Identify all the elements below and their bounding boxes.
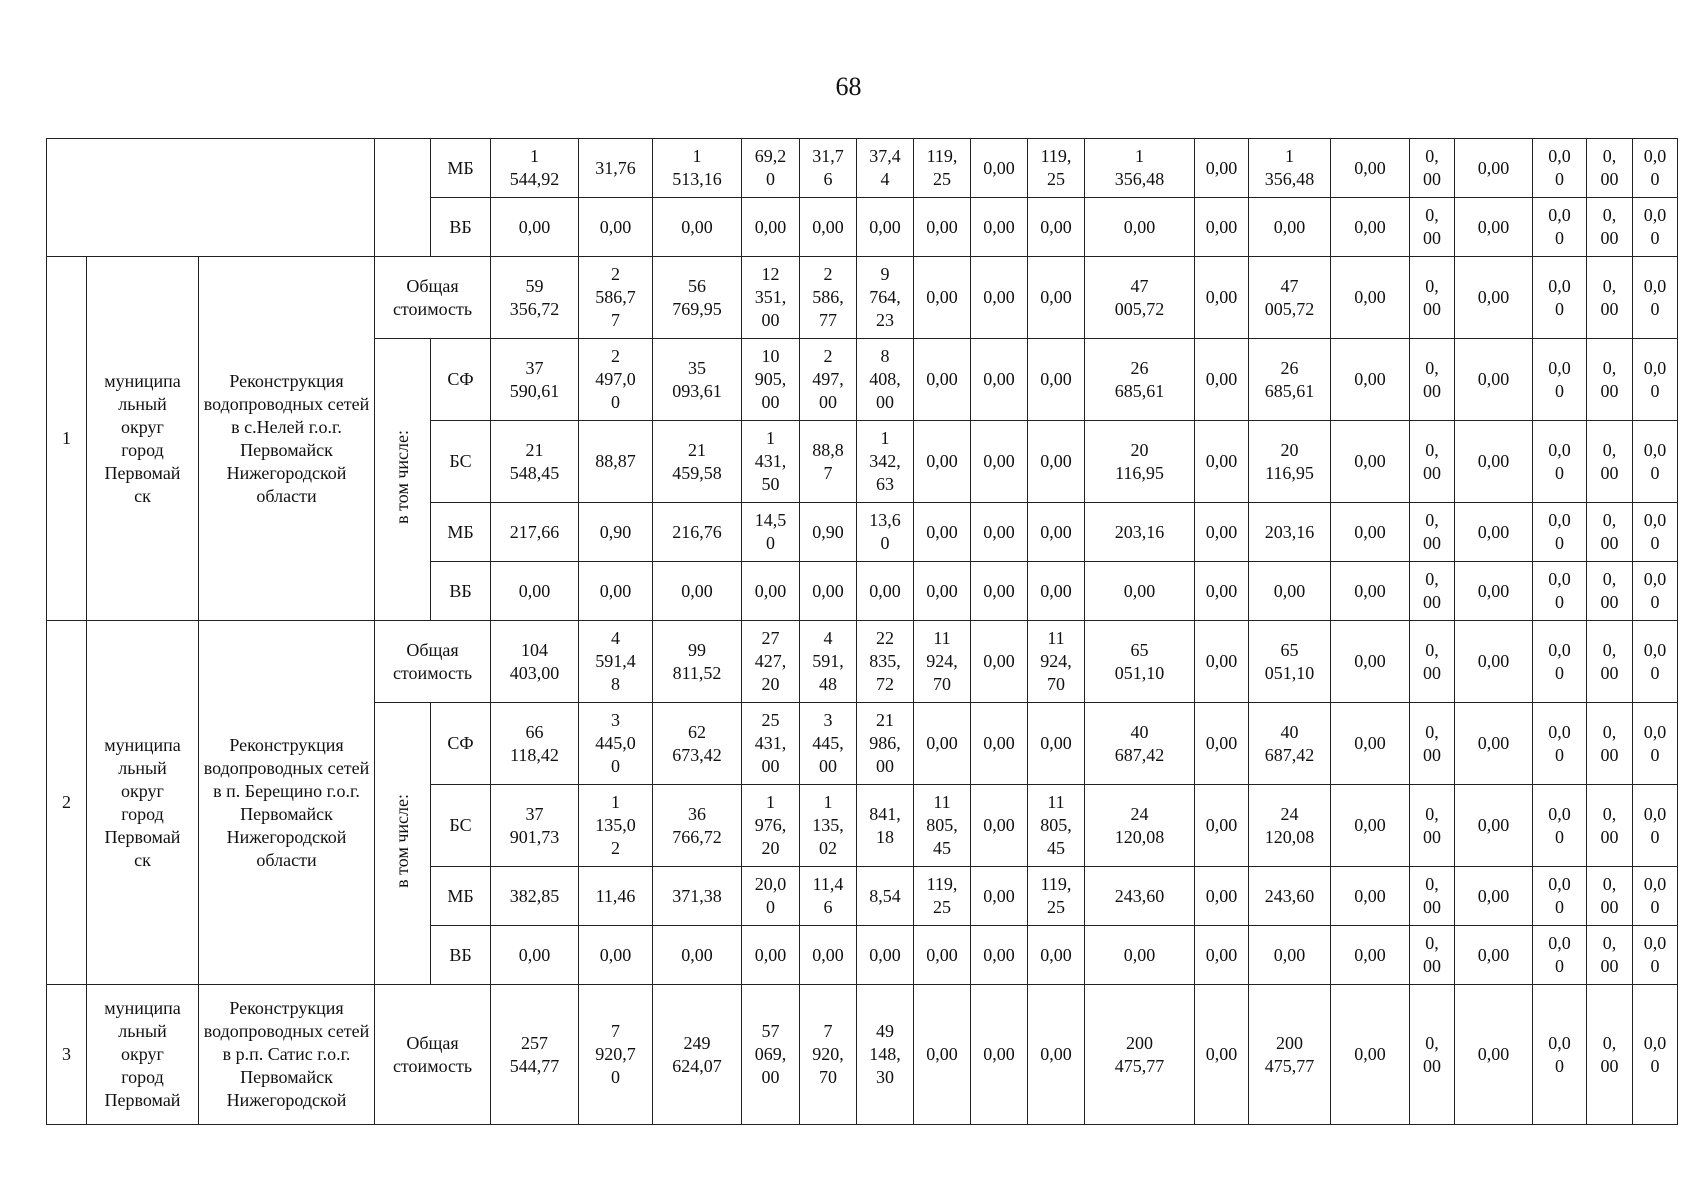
value-cell: 0,00 <box>1195 339 1249 421</box>
value-cell: 0,00 <box>1195 867 1249 926</box>
value-cell: 24 120,08 <box>1085 785 1195 867</box>
project-description: Реконструкция водопроводных сетей в п. Берещино г.о.г. Первомайск Нижегородской области <box>199 621 375 985</box>
value-cell: 0,00 <box>1195 621 1249 703</box>
value-cell: 7 920, 70 <box>800 985 857 1125</box>
value-cell: 249 624,07 <box>653 985 742 1125</box>
value-cell: 20,0 0 <box>742 867 800 926</box>
value-cell: 0,00 <box>1331 421 1410 503</box>
value-cell: 0,00 <box>1331 198 1410 257</box>
value-cell: 0,00 <box>1195 785 1249 867</box>
value-cell: 27 427, 20 <box>742 621 800 703</box>
value-cell: 0,00 <box>971 926 1028 985</box>
funding-type: МБ <box>431 139 491 198</box>
value-cell: 0, 00 <box>1410 926 1455 985</box>
value-cell: 0,00 <box>971 339 1028 421</box>
value-cell: 65 051,10 <box>1085 621 1195 703</box>
value-cell: 0,00 <box>857 926 914 985</box>
value-cell: 0,00 <box>1455 703 1533 785</box>
value-cell: 47 005,72 <box>1249 257 1331 339</box>
value-cell: 0,00 <box>857 562 914 621</box>
value-cell: 0, 00 <box>1410 985 1455 1125</box>
value-cell: 37,4 4 <box>857 139 914 198</box>
value-cell: 0,00 <box>1455 785 1533 867</box>
project-number: 1 <box>47 257 87 621</box>
project-description: Реконструкция водопроводных сетей в с.Нелей г.о.г. Первомайск Нижегородской области <box>199 257 375 621</box>
value-cell: 0,00 <box>579 198 653 257</box>
value-cell: 0,00 <box>914 339 971 421</box>
value-cell: 21 459,58 <box>653 421 742 503</box>
funding-type: ВБ <box>431 926 491 985</box>
value-cell: 217,66 <box>491 503 579 562</box>
municipality-cell: муниципа льный округ город Первомай ск <box>87 621 199 985</box>
value-cell: 59 356,72 <box>491 257 579 339</box>
value-cell: 0,00 <box>971 257 1028 339</box>
value-cell: 0,0 0 <box>1533 867 1587 926</box>
value-cell: 0,00 <box>1195 985 1249 1125</box>
value-cell: 0,00 <box>857 198 914 257</box>
value-cell: 0,0 0 <box>1633 503 1678 562</box>
value-cell: 0,00 <box>914 257 971 339</box>
value-cell: 11 805, 45 <box>914 785 971 867</box>
value-cell: 104 403,00 <box>491 621 579 703</box>
value-cell: 0,00 <box>800 562 857 621</box>
budget-table <box>46 138 1678 1125</box>
value-cell: 12 351, 00 <box>742 257 800 339</box>
value-cell: 0, 00 <box>1410 339 1455 421</box>
value-cell: 0,00 <box>1331 257 1410 339</box>
funding-type: БС <box>431 785 491 867</box>
value-cell: 0, 00 <box>1587 339 1633 421</box>
value-cell: 0,0 0 <box>1533 785 1587 867</box>
value-cell: 0,0 0 <box>1633 867 1678 926</box>
table-row <box>47 985 1678 1125</box>
funding-type: ВБ <box>431 198 491 257</box>
value-cell: 0,0 0 <box>1533 503 1587 562</box>
value-cell: 31,76 <box>579 139 653 198</box>
blank-header-cell <box>47 139 375 257</box>
value-cell: 8 408, 00 <box>857 339 914 421</box>
value-cell: 0,00 <box>653 926 742 985</box>
value-cell: 0, 00 <box>1587 985 1633 1125</box>
value-cell: 0,00 <box>971 198 1028 257</box>
value-cell: 0,00 <box>491 198 579 257</box>
value-cell: 56 769,95 <box>653 257 742 339</box>
value-cell: 0,00 <box>1331 139 1410 198</box>
value-cell: 0,00 <box>1028 926 1085 985</box>
value-cell: 0, 00 <box>1587 503 1633 562</box>
value-cell: 88,87 <box>579 421 653 503</box>
value-cell: 119, 25 <box>1028 867 1085 926</box>
value-cell: 1 135,0 2 <box>579 785 653 867</box>
funding-type: БС <box>431 421 491 503</box>
value-cell: 0,00 <box>1085 926 1195 985</box>
value-cell: 0, 00 <box>1587 139 1633 198</box>
value-cell: 11 924, 70 <box>1028 621 1085 703</box>
value-cell: 3 445, 00 <box>800 703 857 785</box>
value-cell: 25 431, 00 <box>742 703 800 785</box>
value-cell: 1 544,92 <box>491 139 579 198</box>
value-cell: 0,0 0 <box>1533 926 1587 985</box>
value-cell: 11,4 6 <box>800 867 857 926</box>
value-cell: 0, 00 <box>1587 198 1633 257</box>
value-cell: 13,6 0 <box>857 503 914 562</box>
value-cell: 0, 00 <box>1587 926 1633 985</box>
value-cell: 21 548,45 <box>491 421 579 503</box>
value-cell: 216,76 <box>653 503 742 562</box>
value-cell: 49 148, 30 <box>857 985 914 1125</box>
value-cell: 0,00 <box>1195 257 1249 339</box>
value-cell: 0,00 <box>1455 562 1533 621</box>
value-cell: 0,90 <box>800 503 857 562</box>
value-cell: 11 924, 70 <box>914 621 971 703</box>
value-cell: 0,00 <box>971 421 1028 503</box>
value-cell: 0,00 <box>971 621 1028 703</box>
value-cell: 0,00 <box>914 198 971 257</box>
value-cell: 0,00 <box>914 985 971 1125</box>
value-cell: 0,00 <box>1455 621 1533 703</box>
value-cell: 0,00 <box>1455 257 1533 339</box>
value-cell: 382,85 <box>491 867 579 926</box>
value-cell: 0,0 0 <box>1633 421 1678 503</box>
value-cell: 0,00 <box>1455 139 1533 198</box>
value-cell: 0,00 <box>1028 421 1085 503</box>
value-cell: 0,00 <box>971 139 1028 198</box>
table-row <box>47 621 1678 703</box>
value-cell: 0,0 0 <box>1633 257 1678 339</box>
value-cell: 0,0 0 <box>1633 985 1678 1125</box>
value-cell: 99 811,52 <box>653 621 742 703</box>
value-cell: 0,0 0 <box>1533 339 1587 421</box>
value-cell: 243,60 <box>1249 867 1331 926</box>
municipality-cell: муниципа льный округ город Первомай <box>87 985 199 1125</box>
value-cell: 0,00 <box>742 562 800 621</box>
value-cell: 0, 00 <box>1410 421 1455 503</box>
value-cell: 10 905, 00 <box>742 339 800 421</box>
value-cell: 119, 25 <box>914 139 971 198</box>
value-cell: 7 920,7 0 <box>579 985 653 1125</box>
value-cell: 1 976, 20 <box>742 785 800 867</box>
value-cell: 69,2 0 <box>742 139 800 198</box>
value-cell: 0,00 <box>579 562 653 621</box>
value-cell: 0,00 <box>971 867 1028 926</box>
value-cell: 88,8 7 <box>800 421 857 503</box>
value-cell: 2 586,7 7 <box>579 257 653 339</box>
value-cell: 0, 00 <box>1410 621 1455 703</box>
vertical-label: в том числе: <box>392 429 413 524</box>
value-cell: 0, 00 <box>1587 785 1633 867</box>
value-cell: 0,00 <box>1331 562 1410 621</box>
value-cell: 0,00 <box>1331 339 1410 421</box>
value-cell: 35 093,61 <box>653 339 742 421</box>
value-cell: 0,00 <box>1195 703 1249 785</box>
value-cell: 0,00 <box>1455 198 1533 257</box>
value-cell: 0,00 <box>914 703 971 785</box>
value-cell: 4 591, 48 <box>800 621 857 703</box>
value-cell: 841, 18 <box>857 785 914 867</box>
value-cell: 0,0 0 <box>1533 421 1587 503</box>
municipality-cell: муниципа льный округ город Первомай ск <box>87 257 199 621</box>
value-cell: 0,00 <box>914 503 971 562</box>
value-cell: 9 764, 23 <box>857 257 914 339</box>
value-cell: 0,00 <box>1455 339 1533 421</box>
value-cell: 65 051,10 <box>1249 621 1331 703</box>
value-cell: 0,00 <box>971 703 1028 785</box>
value-cell: 40 687,42 <box>1085 703 1195 785</box>
value-cell: 0, 00 <box>1410 503 1455 562</box>
value-cell: 11,46 <box>579 867 653 926</box>
value-cell: 203,16 <box>1085 503 1195 562</box>
value-cell: 0, 00 <box>1410 703 1455 785</box>
value-cell: 2 497,0 0 <box>579 339 653 421</box>
value-cell: 0,00 <box>1249 562 1331 621</box>
value-cell: 20 116,95 <box>1249 421 1331 503</box>
project-number: 3 <box>47 985 87 1125</box>
value-cell: 8,54 <box>857 867 914 926</box>
value-cell: 0,0 0 <box>1533 198 1587 257</box>
value-cell: 1 431, 50 <box>742 421 800 503</box>
value-cell: 0,00 <box>1455 926 1533 985</box>
value-cell: 26 685,61 <box>1249 339 1331 421</box>
value-cell: 0,0 0 <box>1633 198 1678 257</box>
value-cell: 11 805, 45 <box>1028 785 1085 867</box>
blank-vertical-cell <box>375 139 431 257</box>
value-cell: 0,00 <box>1455 503 1533 562</box>
value-cell: 0,00 <box>1195 198 1249 257</box>
value-cell: 0, 00 <box>1410 785 1455 867</box>
value-cell: 1 135, 02 <box>800 785 857 867</box>
funding-type: СФ <box>431 339 491 421</box>
value-cell: 4 591,4 8 <box>579 621 653 703</box>
value-cell: 20 116,95 <box>1085 421 1195 503</box>
value-cell: 57 069, 00 <box>742 985 800 1125</box>
value-cell: 66 118,42 <box>491 703 579 785</box>
value-cell: 1 513,16 <box>653 139 742 198</box>
value-cell: 0,0 0 <box>1533 703 1587 785</box>
table-row <box>47 257 1678 339</box>
value-cell: 0,0 0 <box>1633 139 1678 198</box>
value-cell: 0,0 0 <box>1633 562 1678 621</box>
funding-type: СФ <box>431 703 491 785</box>
value-cell: 0,0 0 <box>1533 257 1587 339</box>
value-cell: 0,00 <box>971 503 1028 562</box>
value-cell: 0,0 0 <box>1633 621 1678 703</box>
value-cell: 0,00 <box>653 562 742 621</box>
value-cell: 1 342, 63 <box>857 421 914 503</box>
value-cell: 0,00 <box>800 926 857 985</box>
value-cell: 0,00 <box>1085 562 1195 621</box>
value-cell: 0, 00 <box>1587 562 1633 621</box>
vertical-label: в том числе: <box>392 793 413 888</box>
value-cell: 0,00 <box>1085 198 1195 257</box>
value-cell: 0,0 0 <box>1633 339 1678 421</box>
value-cell: 0,0 0 <box>1533 139 1587 198</box>
value-cell: 0,00 <box>1455 421 1533 503</box>
value-cell: 0,00 <box>1249 198 1331 257</box>
total-cost-label: Общая стоимость <box>375 621 491 703</box>
value-cell: 200 475,77 <box>1085 985 1195 1125</box>
value-cell: 203,16 <box>1249 503 1331 562</box>
funding-type: ВБ <box>431 562 491 621</box>
value-cell: 0,00 <box>1195 926 1249 985</box>
page-number: 68 <box>835 72 862 101</box>
value-cell: 24 120,08 <box>1249 785 1331 867</box>
value-cell: 0,00 <box>1331 785 1410 867</box>
value-cell: 62 673,42 <box>653 703 742 785</box>
value-cell: 0,00 <box>1455 867 1533 926</box>
value-cell: 0, 00 <box>1410 139 1455 198</box>
value-cell: 0,0 0 <box>1633 703 1678 785</box>
value-cell: 0, 00 <box>1410 257 1455 339</box>
value-cell: 0,00 <box>742 926 800 985</box>
value-cell: 2 497, 00 <box>800 339 857 421</box>
value-cell: 0,00 <box>1028 339 1085 421</box>
value-cell: 0,00 <box>971 785 1028 867</box>
value-cell: 0,00 <box>1331 503 1410 562</box>
value-cell: 0,0 0 <box>1633 785 1678 867</box>
value-cell: 0,00 <box>1028 985 1085 1125</box>
value-cell: 0,00 <box>1331 621 1410 703</box>
value-cell: 0,0 0 <box>1533 621 1587 703</box>
value-cell: 0,00 <box>579 926 653 985</box>
value-cell: 0,00 <box>491 926 579 985</box>
value-cell: 37 901,73 <box>491 785 579 867</box>
value-cell: 0,00 <box>1331 703 1410 785</box>
value-cell: 257 544,77 <box>491 985 579 1125</box>
project-description: Реконструкция водопроводных сетей в р.п. Сатис г.о.г. Первомайск Нижегородской <box>199 985 375 1125</box>
value-cell: 0,00 <box>1195 421 1249 503</box>
value-cell: 200 475,77 <box>1249 985 1331 1125</box>
value-cell: 0,00 <box>914 562 971 621</box>
value-cell: 0, 00 <box>1587 867 1633 926</box>
value-cell: 0,00 <box>800 198 857 257</box>
value-cell: 0,00 <box>1028 503 1085 562</box>
value-cell: 0, 00 <box>1587 421 1633 503</box>
value-cell: 0, 00 <box>1410 867 1455 926</box>
value-cell: 31,7 6 <box>800 139 857 198</box>
value-cell: 0,00 <box>1028 703 1085 785</box>
value-cell: 0,00 <box>914 421 971 503</box>
value-cell: 0,00 <box>914 926 971 985</box>
value-cell: 0,00 <box>653 198 742 257</box>
value-cell: 119, 25 <box>1028 139 1085 198</box>
value-cell: 0,00 <box>1028 562 1085 621</box>
vertical-label-cell <box>375 703 431 985</box>
value-cell: 0,00 <box>1195 503 1249 562</box>
value-cell: 0,00 <box>1028 257 1085 339</box>
table-row <box>47 139 1678 198</box>
value-cell: 0, 00 <box>1410 198 1455 257</box>
value-cell: 40 687,42 <box>1249 703 1331 785</box>
vertical-label-cell <box>375 339 431 621</box>
value-cell: 47 005,72 <box>1085 257 1195 339</box>
value-cell: 119, 25 <box>914 867 971 926</box>
funding-type: МБ <box>431 503 491 562</box>
value-cell: 0,0 0 <box>1633 926 1678 985</box>
value-cell: 0, 00 <box>1587 621 1633 703</box>
value-cell: 0, 00 <box>1410 562 1455 621</box>
value-cell: 0,0 0 <box>1533 985 1587 1125</box>
value-cell: 1 356,48 <box>1085 139 1195 198</box>
value-cell: 14,5 0 <box>742 503 800 562</box>
project-number: 2 <box>47 621 87 985</box>
value-cell: 0,00 <box>1028 198 1085 257</box>
value-cell: 0,00 <box>491 562 579 621</box>
total-cost-label: Общая стоимость <box>375 985 491 1125</box>
value-cell: 36 766,72 <box>653 785 742 867</box>
value-cell: 21 986, 00 <box>857 703 914 785</box>
value-cell: 0,0 0 <box>1533 562 1587 621</box>
value-cell: 0,00 <box>1455 985 1533 1125</box>
value-cell: 0,00 <box>1331 985 1410 1125</box>
value-cell: 0,00 <box>971 985 1028 1125</box>
value-cell: 0,00 <box>1195 562 1249 621</box>
value-cell: 0,00 <box>742 198 800 257</box>
value-cell: 0,00 <box>1249 926 1331 985</box>
total-cost-label: Общая стоимость <box>375 257 491 339</box>
value-cell: 37 590,61 <box>491 339 579 421</box>
value-cell: 22 835, 72 <box>857 621 914 703</box>
value-cell: 0,00 <box>1331 926 1410 985</box>
value-cell: 0, 00 <box>1587 257 1633 339</box>
value-cell: 243,60 <box>1085 867 1195 926</box>
value-cell: 0,00 <box>1195 139 1249 198</box>
value-cell: 1 356,48 <box>1249 139 1331 198</box>
value-cell: 26 685,61 <box>1085 339 1195 421</box>
value-cell: 2 586, 77 <box>800 257 857 339</box>
value-cell: 0,90 <box>579 503 653 562</box>
value-cell: 371,38 <box>653 867 742 926</box>
value-cell: 0, 00 <box>1587 703 1633 785</box>
funding-type: МБ <box>431 867 491 926</box>
value-cell: 0,00 <box>971 562 1028 621</box>
value-cell: 3 445,0 0 <box>579 703 653 785</box>
value-cell: 0,00 <box>1331 867 1410 926</box>
